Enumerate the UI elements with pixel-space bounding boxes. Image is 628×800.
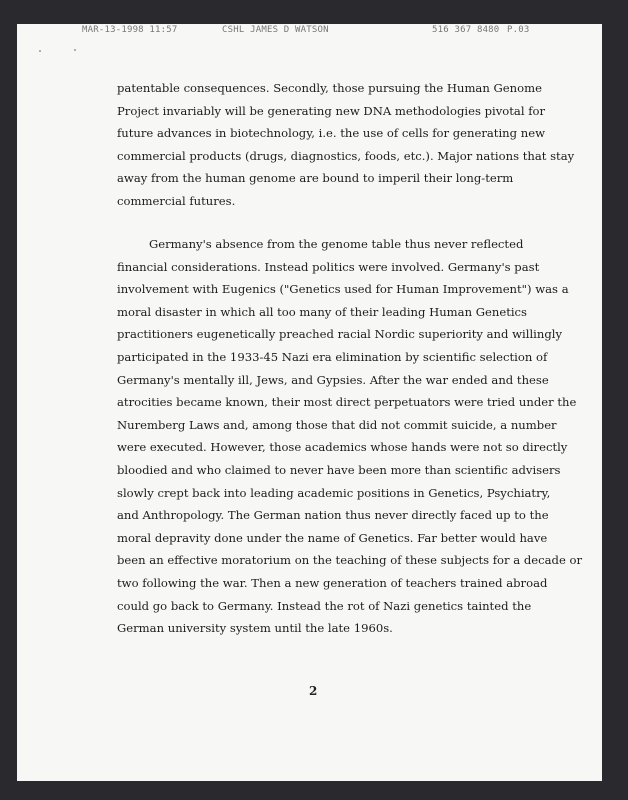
text-line: practitioners eugenetically preached racial Nordic superiority and willingly xyxy=(117,327,563,342)
paragraph-1 xyxy=(117,77,575,213)
text-line: Germany's mentally ill, Jews, and Gypsies. After the war ended and these xyxy=(117,372,549,387)
text-line: could go back to Germany. Instead the rot of Nazi genetics tainted the xyxy=(117,598,532,613)
text-line: atrocities became known, their most direct perpetuators were tried under the xyxy=(117,395,577,410)
text-line: involvement with Eugenics ("Genetics used for Human Improvement") was a xyxy=(117,282,569,297)
text-line: Nuremberg Laws and, among those that did not commit suicide, a number xyxy=(117,417,557,432)
text-line: bloodied and who claimed to never have been more than scientific advisers xyxy=(117,462,561,477)
text-line: financial considerations. Instead politics were involved. Germany's past xyxy=(117,259,540,274)
document-page xyxy=(17,24,602,781)
scan-speck xyxy=(74,49,76,51)
text-line: future advances in biotechnology, i.e. the use of cells for generating new xyxy=(117,126,545,141)
text-line: were executed. However, those academics whose hands were not so directly xyxy=(117,440,568,455)
text-line: moral depravity done under the name of Genetics. Far better would have xyxy=(117,530,548,545)
text-line: commercial futures. xyxy=(117,193,236,208)
fax-sender: CSHL JAMES D WATSON xyxy=(222,25,329,35)
fax-datetime: MAR-13-1998 11:57 xyxy=(82,25,178,35)
paragraph-2 xyxy=(117,233,583,640)
text-line: slowly crept back into leading academic positions in Genetics, Psychiatry, xyxy=(117,485,551,500)
text-line: moral disaster in which all too many of their leading Human Genetics xyxy=(117,304,527,319)
text-line: Germany's absence from the genome table thus never reflected xyxy=(149,237,524,251)
text-line: participated in the 1933-45 Nazi era elimination by scientific selection of xyxy=(117,349,548,364)
text-line: away from the human genome are bound to imperil their long-term xyxy=(117,171,514,186)
text-line: and Anthropology. The German nation thus never directly faced up to the xyxy=(117,508,549,523)
text-line: patentable consequences. Secondly, those pursuing the Human Genome xyxy=(117,81,542,95)
fax-page: P.03 xyxy=(507,25,530,35)
text-line: two following the war. Then a new generation of teachers trained abroad xyxy=(117,575,548,590)
text-line: Project invariably will be generating new DNA methodologies pivotal for xyxy=(117,103,546,118)
text-line: German university system until the late 1960s. xyxy=(117,621,393,636)
scan-speck xyxy=(39,50,41,52)
text-line: commercial products (drugs, diagnostics, foods, etc.). Major nations that stay xyxy=(117,148,575,163)
text-line: been an effective moratorium on the teaching of these subjects for a decade or xyxy=(117,553,583,568)
page-number: 2 xyxy=(309,684,318,698)
fax-phone: 516 367 8480 xyxy=(432,25,500,35)
